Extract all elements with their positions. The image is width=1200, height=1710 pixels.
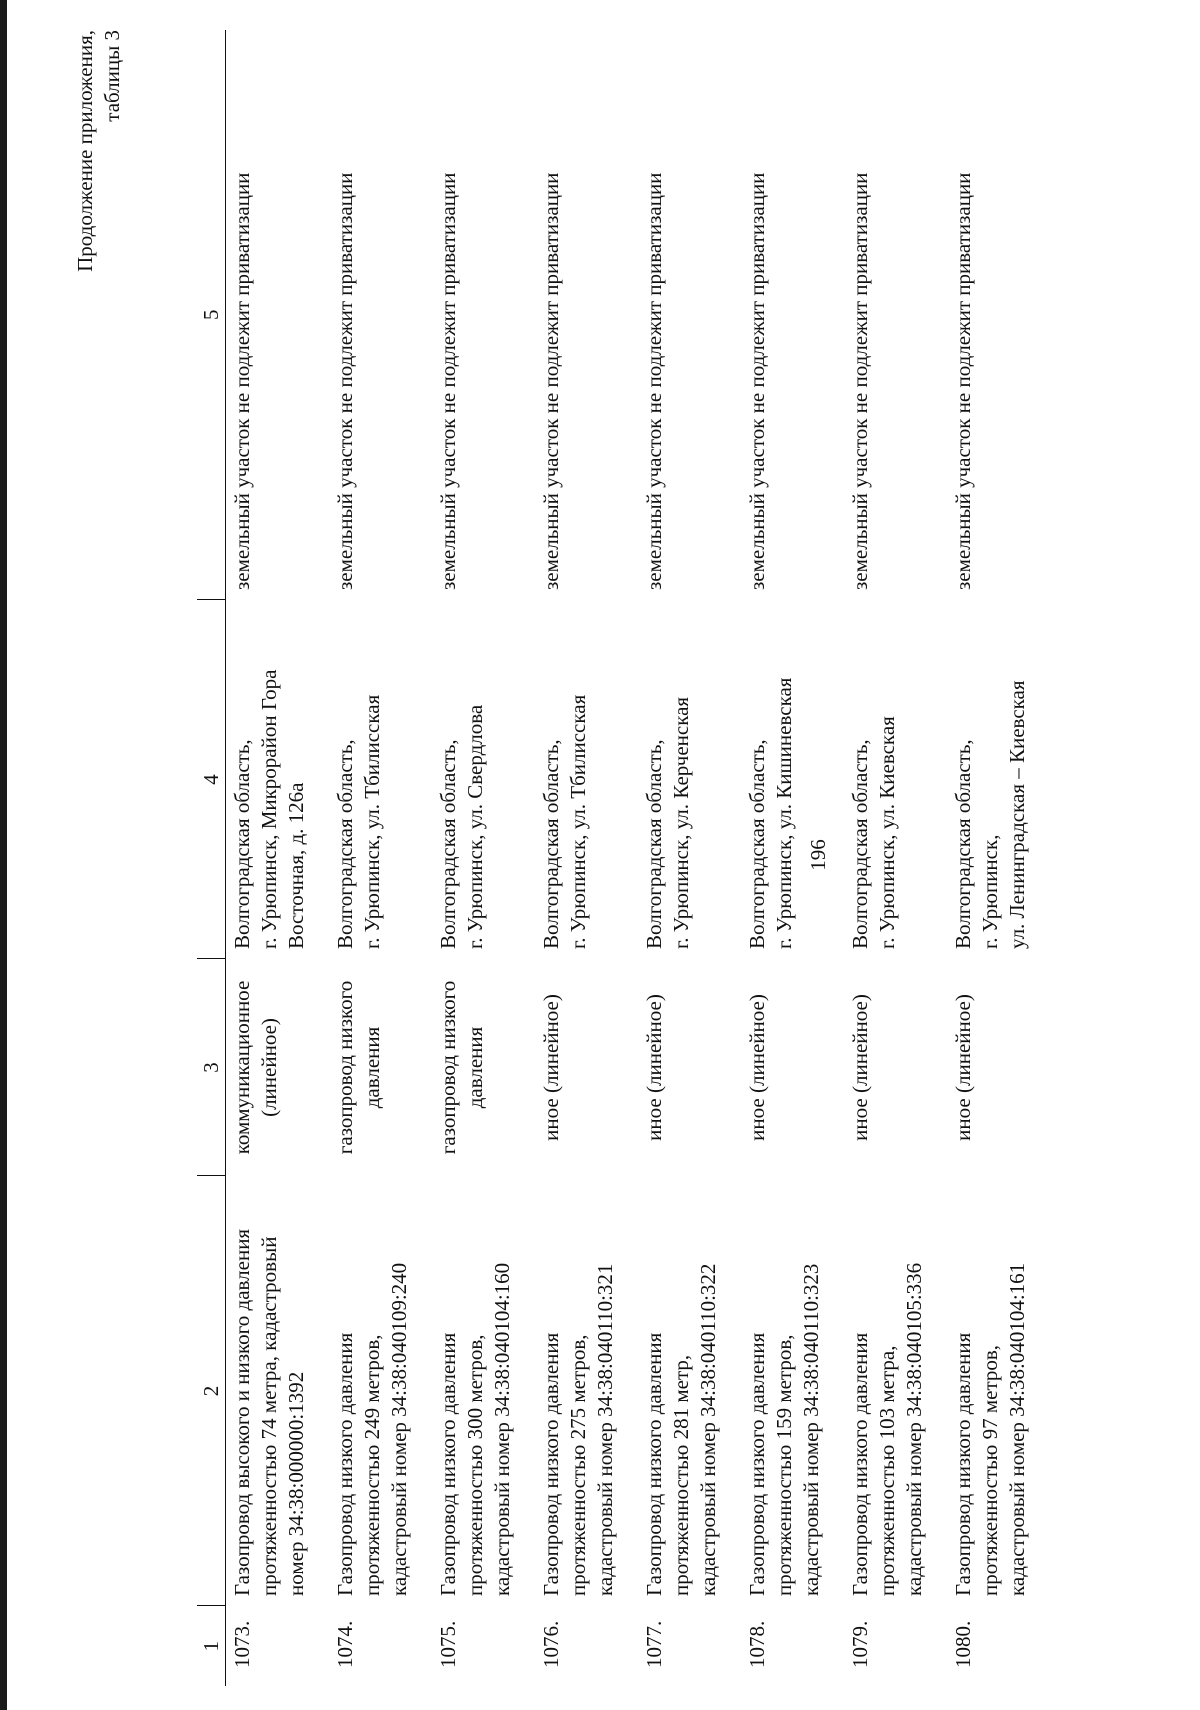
object-type-cell	[638, 959, 741, 1176]
object-name-line: протяженностью 300 метров,	[463, 1334, 487, 1596]
object-type-line: коммуникационное	[230, 980, 254, 1155]
object-name-line: Газопровод низкого давления	[642, 1332, 666, 1596]
object-name-cell	[638, 1176, 741, 1606]
table-row	[226, 30, 330, 1686]
row-number: 1080.	[951, 1620, 975, 1668]
address-cell	[844, 600, 947, 959]
note-cell: земельный участок не подлежит приватизации	[333, 172, 357, 590]
row-number: 1079.	[848, 1620, 872, 1668]
address-cell	[638, 600, 741, 959]
object-type-line: иное (линейное)	[745, 994, 769, 1141]
address-line: Волгоградская область,	[436, 739, 460, 949]
object-name-line: Газопровод высокого и низкого давления	[230, 1228, 254, 1596]
object-name-cell	[535, 1176, 638, 1606]
table-row	[329, 30, 432, 1686]
object-name-line: кадастровый номер 34:38:040104:161	[1005, 1262, 1029, 1596]
note-cell: земельный участок не подлежит приватизации	[436, 172, 460, 590]
table-row	[432, 30, 535, 1686]
address-line: Волгоградская область,	[333, 739, 357, 949]
address-line: г. Урюпинск, ул. Кишиневская	[772, 677, 796, 949]
address-line: г. Урюпинск, ул. Киевская	[875, 716, 899, 949]
continuation-line-1: Продолжение приложения,	[73, 30, 97, 272]
column-header-4: 4	[197, 600, 226, 959]
continuation-caption	[72, 30, 126, 380]
object-name-line: протяженностью 159 метров,	[772, 1334, 796, 1596]
object-type-cell	[947, 959, 1050, 1176]
object-name-line: кадастровый номер 34:38:040110:322	[696, 1263, 720, 1596]
row-number: 1074.	[333, 1620, 357, 1668]
row-number: 1073.	[230, 1620, 254, 1668]
address-line: г. Урюпинск, ул. Свердлова	[463, 704, 487, 949]
note-cell: земельный участок не подлежит приватизации	[745, 172, 769, 590]
object-name-line: протяженностью 249 метров,	[360, 1334, 384, 1596]
object-name-cell	[844, 1176, 947, 1606]
object-name-line: Газопровод низкого давления	[745, 1332, 769, 1596]
table-body	[226, 30, 1051, 1686]
object-type-line: газопровод низкого	[436, 980, 460, 1155]
object-type-line: иное (линейное)	[539, 994, 563, 1141]
address-cell	[947, 600, 1050, 959]
table-row	[638, 30, 741, 1686]
note-cell: земельный участок не подлежит приватизации	[539, 172, 563, 590]
object-name-cell	[432, 1176, 535, 1606]
table-row	[844, 30, 947, 1686]
object-name-line: кадастровый номер 34:38:040104:160	[490, 1262, 514, 1596]
address-cell	[226, 600, 330, 959]
object-name-line: протяженностью 281 метр,	[669, 1354, 693, 1596]
object-type-line: иное (линейное)	[848, 994, 872, 1141]
object-name-line: Газопровод низкого давления	[951, 1332, 975, 1596]
address-line: Волгоградская область,	[951, 739, 975, 949]
address-line: г. Урюпинск, ул. Керченская	[669, 696, 693, 949]
address-line: Волгоградская область,	[745, 739, 769, 949]
object-type-line: газопровод низкого	[333, 980, 357, 1155]
object-type-line: иное (линейное)	[642, 994, 666, 1141]
row-number: 1075.	[436, 1620, 460, 1668]
address-cell	[329, 600, 432, 959]
address-cell	[741, 600, 844, 959]
row-number: 1078.	[745, 1620, 769, 1668]
object-type-line: давления	[360, 1026, 384, 1109]
object-name-line: Газопровод низкого давления	[333, 1332, 357, 1596]
address-line: Волгоградская область,	[642, 739, 666, 949]
object-name-line: Газопровод низкого давления	[436, 1332, 460, 1596]
object-name-line: Газопровод низкого давления	[848, 1332, 872, 1596]
object-name-line: Газопровод низкого давления	[539, 1332, 563, 1596]
object-name-line: протяженностью 103 метра,	[875, 1345, 899, 1596]
object-name-line: кадастровый номер 34:38:040109:240	[387, 1262, 411, 1596]
object-name-cell	[741, 1176, 844, 1606]
address-cell	[432, 600, 535, 959]
object-type-line: давления	[463, 1026, 487, 1109]
address-line: г. Урюпинск, ул. Тбилисская	[566, 694, 590, 949]
object-name-line: кадастровый номер 34:38:040110:321	[593, 1263, 617, 1596]
address-line: г. Урюпинск, ул. Тбилисская	[360, 694, 384, 949]
note-cell: земельный участок не подлежит приватизации	[230, 172, 254, 590]
object-type-cell	[432, 959, 535, 1176]
continuation-line-2: таблицы 3	[100, 30, 124, 122]
object-type-cell	[535, 959, 638, 1176]
object-type-cell	[329, 959, 432, 1176]
address-cell	[535, 600, 638, 959]
object-type-line: (линейное)	[257, 1018, 281, 1117]
object-name-cell	[947, 1176, 1050, 1606]
address-line: г. Урюпинск,	[978, 834, 1002, 949]
note-cell: земельный участок не подлежит приватизации	[951, 172, 975, 590]
column-header-5: 5	[197, 30, 226, 600]
address-line: Восточная, д. 126а	[284, 782, 308, 949]
address-line: г. Урюпинск, Микрорайон Гора	[257, 669, 281, 949]
column-header-2: 2	[197, 1176, 226, 1606]
data-table	[197, 30, 1050, 1686]
table-row	[535, 30, 638, 1686]
object-type-cell	[741, 959, 844, 1176]
object-type-line: иное (линейное)	[951, 994, 975, 1141]
address-line: Волгоградская область,	[230, 739, 254, 949]
object-name-line: протяженностью 275 метров,	[566, 1334, 590, 1596]
column-number-row	[197, 30, 226, 1686]
object-name-line: протяженностью 74 метра, кадастровый	[257, 1236, 281, 1596]
table-row	[741, 30, 844, 1686]
table-row	[947, 30, 1050, 1686]
object-name-line: протяженностью 97 метров,	[978, 1344, 1002, 1596]
note-cell: земельный участок не подлежит приватизации	[642, 172, 666, 590]
address-line: Волгоградская область,	[539, 739, 563, 949]
object-type-cell	[226, 959, 330, 1176]
address-line: ул. Ленинградская – Киевская	[1005, 680, 1029, 949]
object-name-line: кадастровый номер 34:38:040105:336	[902, 1262, 926, 1596]
row-number: 1076.	[539, 1620, 563, 1668]
object-name-cell	[226, 1176, 330, 1606]
address-line: Волгоградская область,	[848, 739, 872, 949]
object-name-line: кадастровый номер 34:38:040110:323	[799, 1263, 823, 1596]
object-name-cell	[329, 1176, 432, 1606]
row-number: 1077.	[642, 1620, 666, 1668]
note-cell: земельный участок не подлежит приватизации	[848, 172, 872, 590]
column-header-3: 3	[197, 959, 226, 1176]
object-type-cell	[844, 959, 947, 1176]
column-header-1: 1	[197, 1606, 226, 1686]
object-name-line: номер 34:38:000000:1392	[284, 1371, 308, 1596]
page-number: 196	[806, 839, 830, 871]
